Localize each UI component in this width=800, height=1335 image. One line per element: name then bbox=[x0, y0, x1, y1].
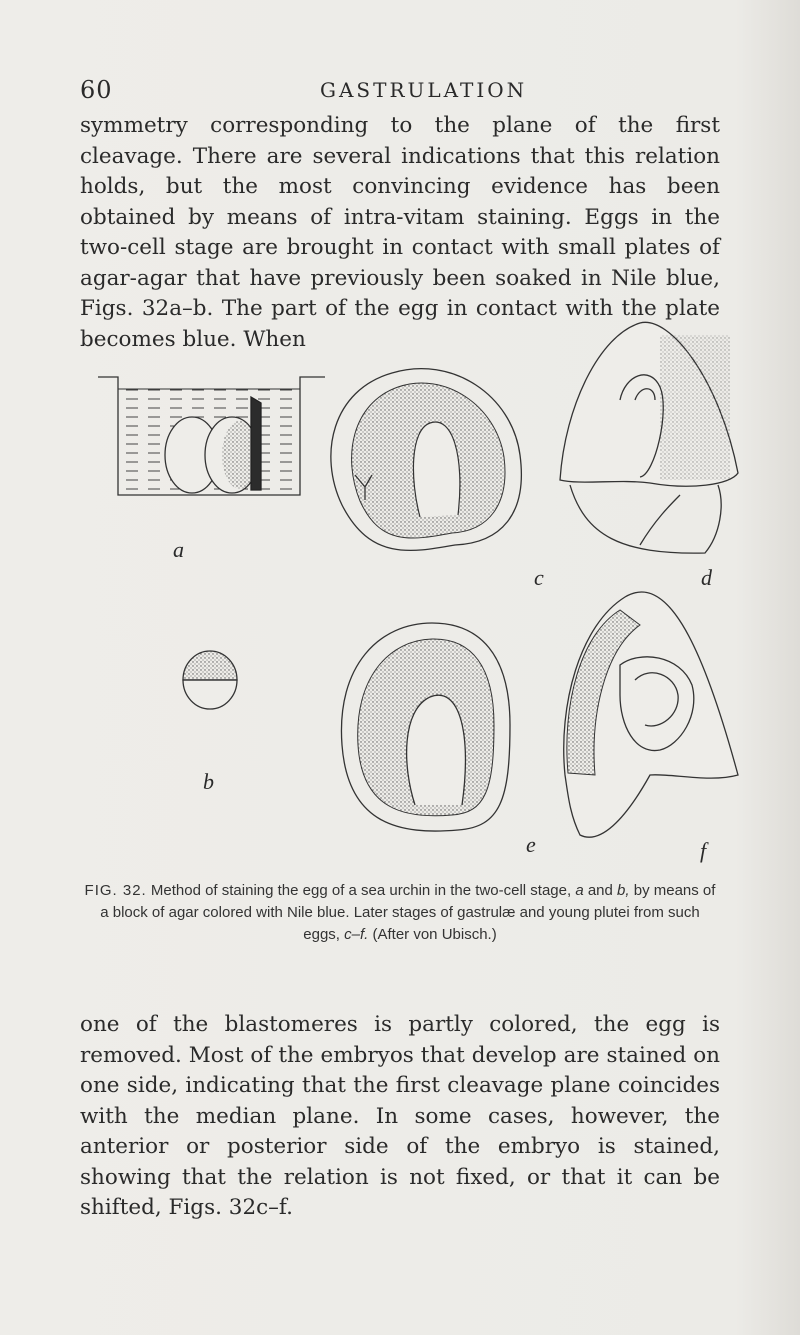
page-number: 60 bbox=[80, 76, 113, 104]
running-head: GASTRULATION bbox=[320, 78, 528, 102]
fig-e-drawing bbox=[341, 623, 510, 831]
figure-caption bbox=[80, 880, 720, 946]
paragraph-1: symmetry corresponding to the plane of the first cleavage. There are several indications that this relation holds, but the most convincing evidence has been obtained by means of intra-vitam staining. Eggs in the two-cell stage are brought in contact with small plates of agar-agar that have previously been soaked in Nile blue, Figs. 32a–b. The part of the egg in contact with the plate becomes blue. When bbox=[80, 113, 720, 352]
fig-c-drawing bbox=[331, 369, 521, 551]
fig-f-drawing bbox=[564, 592, 738, 837]
caption-text-3: (After von Ubisch.) bbox=[372, 926, 497, 943]
fig-d-drawing bbox=[560, 322, 738, 553]
figure-illustration bbox=[80, 305, 760, 865]
figure-32 bbox=[80, 305, 760, 865]
fig-label-c: c bbox=[534, 565, 544, 590]
caption-ref-cf: c–f. bbox=[344, 926, 369, 943]
figure-number: FIG. 32. bbox=[84, 882, 147, 899]
fig-label-a: a bbox=[173, 537, 184, 562]
paragraph-2: one of the blastomeres is partly colored, the egg is removed. Most of the embryos that develop are stained on one side, indicating that the first cleavage plane coincides with the median plane. In some cases, however, the anterior or posterior side of the embryo is stained, showing that the relation is not fixed, or that it can be shifted, Figs. 32c–f. bbox=[80, 1012, 720, 1220]
fig-label-f: f bbox=[700, 838, 707, 863]
fig-label-b: b bbox=[203, 769, 214, 794]
fig-a-drawing bbox=[98, 377, 325, 495]
caption-text-1: Method of staining the egg of a sea urchin in the two-cell stage, bbox=[150, 882, 572, 899]
fig-label-e: e bbox=[526, 832, 536, 857]
fig-b-drawing bbox=[183, 651, 237, 709]
caption-and: and bbox=[587, 882, 613, 899]
caption-ref-b: b, bbox=[617, 882, 630, 899]
fig-label-d: d bbox=[701, 565, 712, 590]
caption-ref-a: a bbox=[575, 882, 584, 899]
page-header bbox=[80, 76, 720, 106]
caption-text-2: by means of a block of agar colored with Nile blue. Later stages of gastrulæ and young plutei from such eggs, bbox=[100, 882, 716, 943]
